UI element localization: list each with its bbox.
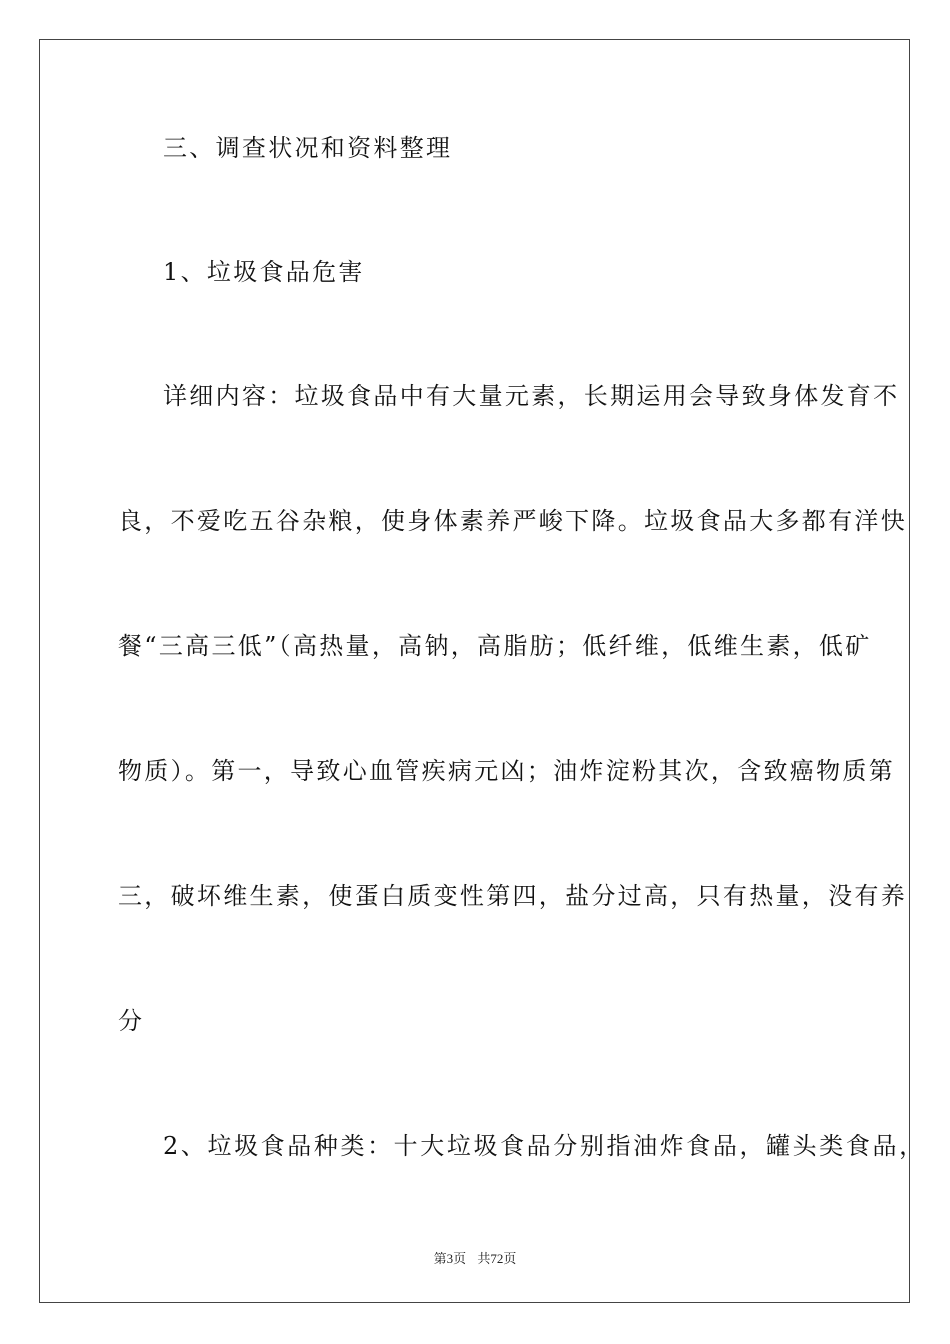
- page-footer: [0, 1248, 950, 1267]
- paragraph-line-4: 物质）。第一，导致心血管疾病元凶；油炸淀粉其次，含致癌物质第: [118, 757, 895, 785]
- page-total: 共72页: [477, 1251, 517, 1266]
- paragraph-line-2: 良，不爱吃五谷杂粮，使身体素养严峻下降。垃圾食品大多都有洋快: [118, 507, 907, 535]
- item-2-line: 2、垃圾食品种类：十大垃圾食品分别指油炸食品，罐头类食品，: [163, 1132, 926, 1160]
- paragraph-line-3: 餐“三高三低”（高热量，高钠，高脂肪；低纤维，低维生素，低矿: [118, 632, 872, 660]
- page-border: [39, 39, 910, 1303]
- page-number: 第3页: [433, 1251, 467, 1266]
- paragraph-line-6: 分: [118, 1007, 145, 1035]
- paragraph-line-1: 详细内容：垃圾食品中有大量元素，长期运用会导致身体发育不: [163, 382, 900, 410]
- paragraph-line-5: 三，破坏维生素，使蛋白质变性第四，盐分过高，只有热量，没有养: [118, 882, 907, 910]
- section-heading: 三、调查状况和资料整理: [163, 134, 453, 162]
- item-heading-1: 1、垃圾食品危害: [163, 258, 365, 286]
